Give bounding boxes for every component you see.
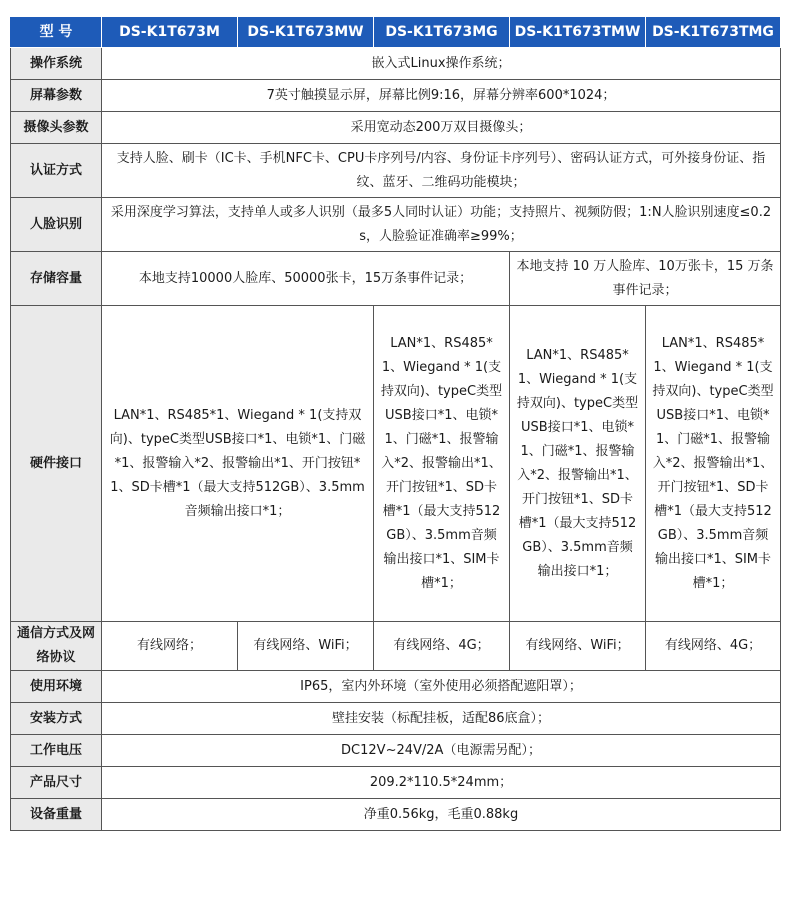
- row-label: 摄像头参数: [11, 112, 102, 144]
- row-value: 有线网络、4G；: [374, 622, 510, 671]
- row-storage: [11, 252, 781, 306]
- row-label: 操作系统: [11, 48, 102, 80]
- model-header: DS-K1T673MW: [238, 17, 374, 48]
- row-network: [11, 622, 781, 671]
- row-value: 有线网络、WiFi；: [238, 622, 374, 671]
- row-power: [11, 735, 781, 767]
- row-value: 本地支持10000人脸库、50000张卡，15万条事件记录；: [102, 252, 510, 306]
- row-value: 支持人脸、刷卡（IC卡、手机NFC卡、CPU卡序列号/内容、身份证卡序列号）、密码认证方式，可外接身份证、指纹、蓝牙、二维码功能模块；: [102, 144, 781, 198]
- row-label: 通信方式及网络协议: [11, 622, 102, 671]
- row-value: 采用深度学习算法，支持单人或多人识别（最多5人同时认证）功能；支持照片、视频防假；1:N人脸识别速度≤0.2s，人脸验证准确率≥99%；: [102, 198, 781, 252]
- model-header: DS-K1T673TMG: [646, 17, 781, 48]
- row-value: 有线网络、WiFi；: [510, 622, 646, 671]
- row-label: 产品尺寸: [11, 767, 102, 799]
- row-auth: [11, 144, 781, 198]
- model-header: DS-K1T673M: [102, 17, 238, 48]
- row-value: 本地支持 10 万人脸库、10万张卡，15 万条事件记录；: [510, 252, 781, 306]
- row-label: 工作电压: [11, 735, 102, 767]
- row-screen: [11, 80, 781, 112]
- row-value: LAN*1、RS485*1、Wiegand * 1(支持双向)、typeC类型USB接口*1、电锁*1、门磁*1、报警输入*2、报警输出*1、开门按钮*1、SD卡槽*1（最大支持512GB）、3.5mm音频输出接口*1、SIM卡槽*1；: [646, 306, 781, 622]
- row-value: 有线网络；: [102, 622, 238, 671]
- spec-table: [10, 16, 781, 831]
- row-label: 设备重量: [11, 799, 102, 831]
- row-label: 使用环境: [11, 671, 102, 703]
- header-label: 型 号: [11, 17, 102, 48]
- row-install: [11, 703, 781, 735]
- row-value: 采用宽动态200万双目摄像头；: [102, 112, 781, 144]
- row-value: LAN*1、RS485*1、Wiegand * 1(支持双向)、typeC类型USB接口*1、电锁*1、门磁*1、报警输入*2、报警输出*1、开门按钮*1、SD卡槽*1（最大支持512GB）、3.5mm音频输出接口*1；: [510, 306, 646, 622]
- header-row: [11, 17, 781, 48]
- row-value: 净重0.56kg，毛重0.88kg: [102, 799, 781, 831]
- row-value: 209.2*110.5*24mm；: [102, 767, 781, 799]
- row-face: [11, 198, 781, 252]
- model-header: DS-K1T673MG: [374, 17, 510, 48]
- row-label: 存储容量: [11, 252, 102, 306]
- row-label: 安装方式: [11, 703, 102, 735]
- row-hardware: [11, 306, 781, 622]
- row-value: DC12V~24V/2A（电源需另配）；: [102, 735, 781, 767]
- row-size: [11, 767, 781, 799]
- row-label: 屏幕参数: [11, 80, 102, 112]
- row-label: 人脸识别: [11, 198, 102, 252]
- row-value: 7英寸触摸显示屏，屏幕比例9:16，屏幕分辨率600*1024；: [102, 80, 781, 112]
- row-value: LAN*1、RS485*1、Wiegand * 1(支持双向)、typeC类型USB接口*1、电锁*1、门磁*1、报警输入*2、报警输出*1、开门按钮*1、SD卡槽*1（最大支持512GB）、3.5mm音频输出接口*1；: [102, 306, 374, 622]
- row-camera: [11, 112, 781, 144]
- row-label: 硬件接口: [11, 306, 102, 622]
- row-value: 嵌入式Linux操作系统；: [102, 48, 781, 80]
- row-value: IP65，室内外环境（室外使用必须搭配遮阳罩）；: [102, 671, 781, 703]
- row-weight: [11, 799, 781, 831]
- row-os: [11, 48, 781, 80]
- row-value: 有线网络、4G；: [646, 622, 781, 671]
- row-label: 认证方式: [11, 144, 102, 198]
- row-value: 壁挂安装（标配挂板，适配86底盒）；: [102, 703, 781, 735]
- row-value: LAN*1、RS485*1、Wiegand * 1(支持双向)、typeC类型USB接口*1、电锁*1、门磁*1、报警输入*2、报警输出*1、开门按钮*1、SD卡槽*1（最大支持512GB）、3.5mm音频输出接口*1、SIM卡槽*1；: [374, 306, 510, 622]
- model-header: DS-K1T673TMW: [510, 17, 646, 48]
- row-env: [11, 671, 781, 703]
